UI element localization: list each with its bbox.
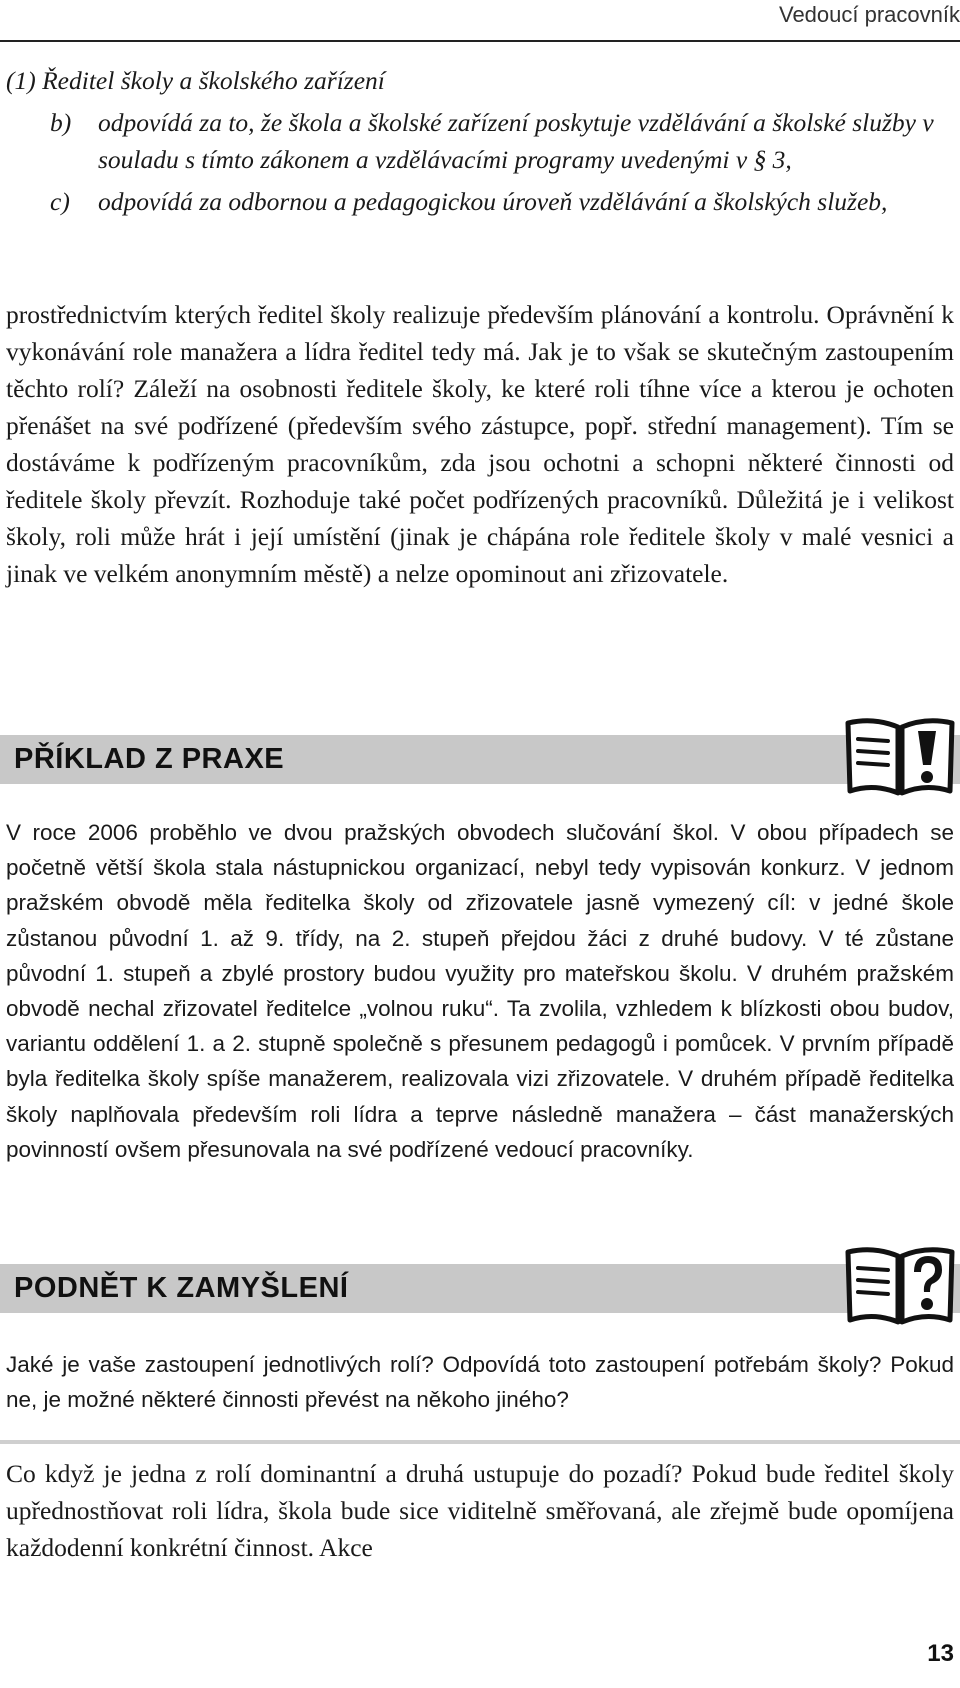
book-question-icon: [844, 1246, 956, 1326]
body-paragraph-1-text: prostřednictvím kterých ředitel školy realizuje především plánování a kontrolu. Oprávnění k vykonávání role manažera a lídra ředitel tedy má. Jak je to však se skutečným zastoupením těchto rolí? Záleží na osobnosti ředitele školy, ke které roli tíhne více a kterou je ochoten přenášet na své podřízené (především svého zástupce, popř. střední management). Tím se dostáváme k podřízeným pracovníkům, zda jsou ochotni a schopni některé činnosti od ředitele školy převzít. Rozhoduje také počet podřízených pracovníků. Důležitá je i velikost školy, roli může hrát i její umístění (jinak je chápána role ředitele školy v malé vesnici a jinak ve velkém anonymním městě) a nelze opominout ani zřizovatele.: [6, 300, 954, 588]
law-quote-item-text: odpovídá za to, že škola a školské zařízení poskytuje vzdělávání a školské služby v souladu s tímto zákonem a vzdělávacími programy uvedenými v § 3,: [98, 108, 934, 174]
reflection-box-paragraph: Jaké je vaše zastoupení jednotlivých rolí? Odpovídá toto zastoupení potřebám školy? Pokud ne, je možné některé činnosti převést na někoho jiného?: [6, 1352, 954, 1413]
reflection-box-text: [6, 1347, 954, 1417]
law-quote-intro: (1) Ředitel školy a školského zařízení: [6, 66, 385, 95]
book-exclamation-icon: [844, 717, 956, 797]
example-box-paragraph: V roce 2006 proběhlo ve dvou pražských obvodech slučování škol. V obou případech se početně větší škola stala nástupnickou organizací, nebyl tedy vypisován konkurz. V jednom pražském obvodě měla ředitelka školy od zřizovatele jasně vymezený cíl: v jedné škole zůstanou původní 1. až 9. třídy, na 2. stupeň přejdou žáci z druhé budovy. V té zůstane původní 1. stupeň a zbylé prostory budou využity pro mateřskou školu. V druhém pražském obvodě nechal zřizovatel ředitelce „volnou ruku“. Ta zvolila, vzhledem k blízkosti obou budov, variantu oddělení 1. a 2. stupně společně s přesunem pedagogů i pomůcek. V prvním případě byla ředitelka školy spíše manažerem, realizovala vizi zřizovatele. V druhém případě ředitelka školy naplňovala především roli lídra a teprve následně manažera – část manažerských povinností ovšem přesunovala na své podřízené vedoucí pracovníky.: [6, 820, 954, 1162]
law-quote-item-b: [6, 104, 954, 178]
reflection-box-banner: [0, 1264, 960, 1313]
body-paragraph-2-text: Co když je jedna z rolí dominantní a druhá ustupuje do pozadí? Pokud bude ředitel školy upřednostňovat roli lídra, škola bude sice viditelně směřovaná, ale zřejmě bude opomíjena každodenní konkrétní činnost. Akce: [6, 1459, 954, 1562]
law-quote: [6, 62, 954, 225]
law-quote-item-text: odpovídá za odbornou a pedagogickou úroveň vzdělávání a školských služeb,: [98, 187, 888, 216]
reflection-box-title: PODNĚT K ZAMYŠLENÍ: [14, 1272, 349, 1304]
law-quote-item-label: c): [50, 187, 70, 216]
body-paragraph-2: [6, 1455, 954, 1566]
example-box-title: PŘÍKLAD Z PRAXE: [14, 743, 285, 775]
example-box-banner: [0, 735, 960, 784]
example-box-text: [6, 815, 954, 1167]
running-title: Vedoucí pracovník: [778, 2, 960, 27]
body-paragraph-1: [6, 296, 954, 592]
running-header: [0, 0, 960, 42]
page-number: 13: [927, 1640, 954, 1667]
section-divider: [0, 1440, 960, 1444]
law-quote-item-c: [6, 183, 954, 220]
law-quote-item-label: b): [50, 108, 72, 137]
